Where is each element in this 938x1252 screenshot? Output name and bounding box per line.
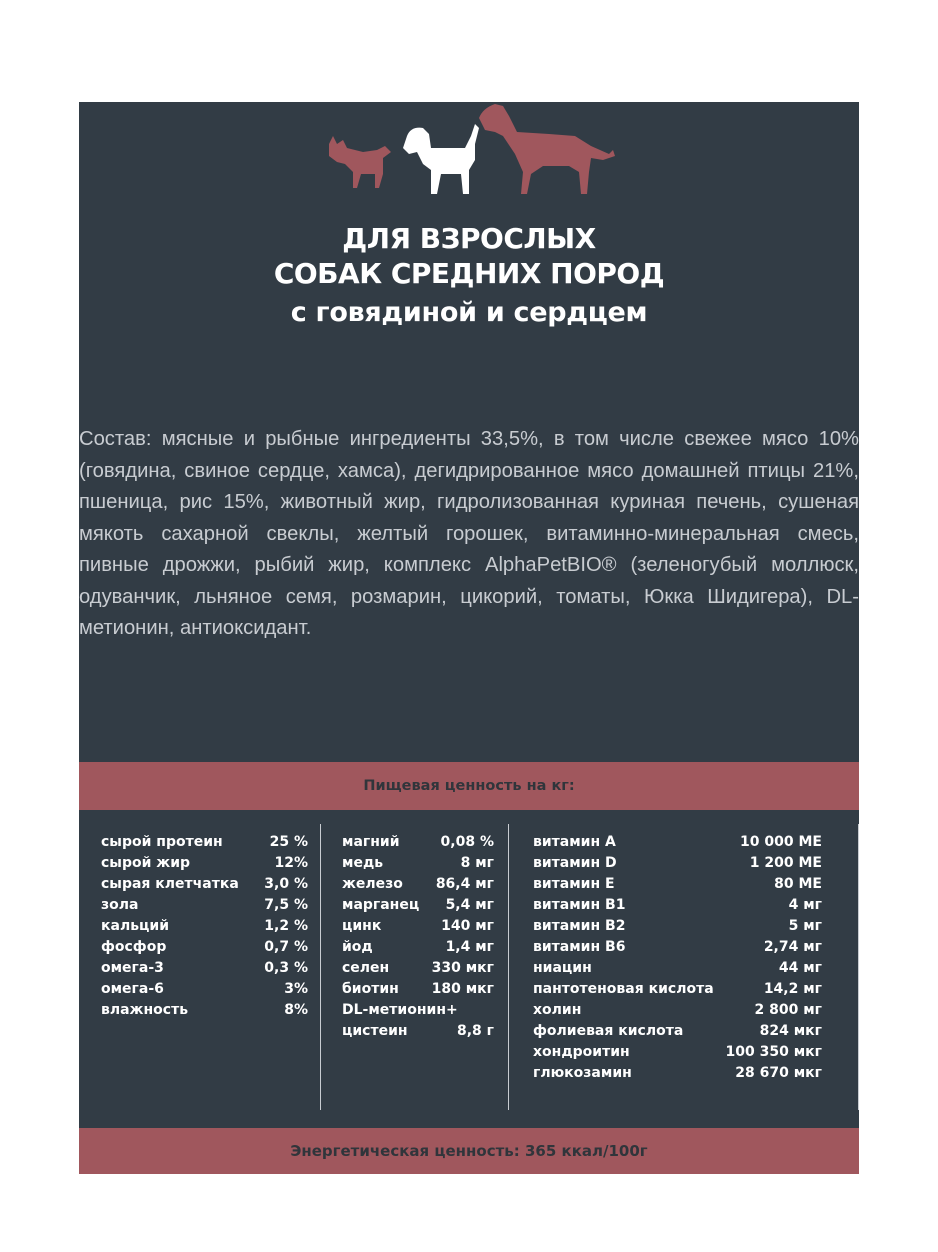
energy-value: Энергетическая ценность: 365 ккал/100г xyxy=(79,1128,859,1174)
nutrition-column-right xyxy=(513,824,859,1110)
nutrition-row xyxy=(513,897,858,918)
nutrient-value: 0,7 % xyxy=(264,939,308,955)
nutrition-row xyxy=(323,1023,508,1044)
nutrition-row xyxy=(323,834,508,855)
nutrient-value: 7,5 % xyxy=(264,897,308,913)
nutrient-value: 3,0 % xyxy=(264,876,308,892)
nutrient-value: 3% xyxy=(284,981,308,997)
title-line-1: ДЛЯ ВЗРОСЛЫХ xyxy=(342,222,596,255)
nutrient-value: 14,2 мг xyxy=(763,981,822,997)
nutrient-value: 8 мг xyxy=(460,855,494,871)
nutrition-row xyxy=(79,897,320,918)
nutrition-row xyxy=(513,918,858,939)
nutrient-name: витамин D xyxy=(533,855,617,871)
nutrient-name: медь xyxy=(342,855,384,871)
nutrient-name: витамин В1 xyxy=(533,897,626,913)
nutrient-value: 1,2 % xyxy=(264,918,308,934)
nutrition-row xyxy=(513,876,858,897)
nutrition-row xyxy=(323,876,508,897)
nutrient-value: 180 мкг xyxy=(431,981,494,997)
title-line-3: с говядиной и сердцем xyxy=(290,297,648,328)
nutrient-name: фосфор xyxy=(101,939,167,955)
nutrient-value: 2 800 мг xyxy=(754,1002,822,1018)
medium-dog-icon xyxy=(403,124,479,194)
nutrient-name: биотин xyxy=(342,981,399,997)
nutrient-name: витамин Е xyxy=(533,876,615,892)
nutrient-value: 0,08 % xyxy=(440,834,494,850)
nutrient-value: 80 МЕ xyxy=(774,876,822,892)
nutrient-name: холин xyxy=(533,1002,582,1018)
nutrient-name: цистеин xyxy=(342,1023,408,1039)
nutrient-value: 86,4 мг xyxy=(435,876,494,892)
nutrition-row xyxy=(323,855,508,876)
nutrition-row xyxy=(79,855,320,876)
nutrient-value: 824 мкг xyxy=(759,1023,822,1039)
nutrient-name: омега-3 xyxy=(101,960,164,976)
nutrition-row xyxy=(79,834,320,855)
nutrient-name: цинк xyxy=(342,918,382,934)
nutrient-name: йод xyxy=(342,939,373,955)
nutrient-value: 8% xyxy=(284,1002,308,1018)
nutrient-name: магний xyxy=(342,834,400,850)
nutrient-value: 330 мкг xyxy=(431,960,494,976)
nutrient-name: сырой жир xyxy=(101,855,191,871)
nutrient-name: кальций xyxy=(101,918,170,934)
nutrition-row xyxy=(323,1002,508,1023)
dog-sizes-illustration xyxy=(319,102,619,200)
nutrient-name: хондроитин xyxy=(533,1044,630,1060)
nutrient-name: сырой протеин xyxy=(101,834,223,850)
nutrient-name: зола xyxy=(101,897,139,913)
nutrient-name: пантотеновая кислота xyxy=(533,981,714,997)
nutrition-row xyxy=(79,939,320,960)
nutrient-value: 28 670 мкг xyxy=(735,1065,822,1081)
large-dog-icon xyxy=(479,104,615,194)
nutrient-name: DL-метионин+ xyxy=(342,1002,458,1018)
nutrition-column-left xyxy=(79,824,321,1110)
nutrient-name: витамин А xyxy=(533,834,616,850)
nutrient-name: ниацин xyxy=(533,960,592,976)
nutrient-value: 1 200 МЕ xyxy=(749,855,822,871)
nutrition-row xyxy=(323,960,508,981)
small-dog-icon xyxy=(329,136,391,188)
nutrition-row xyxy=(513,1065,858,1086)
nutrient-value: 44 мг xyxy=(778,960,822,976)
nutrient-name: фолиевая кислота xyxy=(533,1023,684,1039)
nutrition-row xyxy=(513,1023,858,1044)
nutrition-row xyxy=(79,1002,320,1023)
nutrient-value: 5,4 мг xyxy=(445,897,494,913)
nutrient-name: омега-6 xyxy=(101,981,164,997)
nutrition-row xyxy=(513,834,858,855)
nutrition-row xyxy=(513,960,858,981)
nutrient-name: витамин В6 xyxy=(533,939,626,955)
nutrition-column-middle xyxy=(323,824,509,1110)
nutrient-name: марганец xyxy=(342,897,420,913)
nutrition-row xyxy=(79,960,320,981)
nutrient-name: витамин В2 xyxy=(533,918,626,934)
nutrition-row xyxy=(323,918,508,939)
nutrition-row xyxy=(323,939,508,960)
nutrition-row xyxy=(513,1044,858,1065)
nutrient-name: сырая клетчатка xyxy=(101,876,239,892)
nutrient-name: глюкозамин xyxy=(533,1065,632,1081)
nutrition-row xyxy=(323,981,508,1002)
nutrient-value: 10 000 МЕ xyxy=(740,834,822,850)
nutrition-row xyxy=(513,855,858,876)
nutrient-value: 1,4 мг xyxy=(445,939,494,955)
nutrition-row xyxy=(513,1002,858,1023)
title-line-2: СОБАК СРЕДНИХ ПОРОД xyxy=(273,257,665,290)
nutrition-row xyxy=(513,939,858,960)
nutrition-row xyxy=(79,918,320,939)
nutrition-row xyxy=(513,981,858,1002)
nutrient-value: 4 мг xyxy=(788,897,822,913)
nutrient-value: 5 мг xyxy=(788,918,822,934)
nutrient-name: влажность xyxy=(101,1002,189,1018)
nutrient-name: селен xyxy=(342,960,390,976)
product-panel xyxy=(79,102,859,1174)
nutrient-value: 0,3 % xyxy=(264,960,308,976)
nutrition-header: Пищевая ценность на кг: xyxy=(79,762,859,810)
nutrition-row xyxy=(79,876,320,897)
nutrition-row xyxy=(79,981,320,1002)
nutrient-value: 100 350 мкг xyxy=(725,1044,822,1060)
composition-text: Состав: мясные и рыбные ингредиенты 33,5%, в том числе свежее мясо 10% (говядина, свиное сердце, хамса), дегидрированное мясо домашней птицы 21%, пшеница, рис 15%, животный жир, гидролизованная куриная печень, сушеная мякоть сахарной свеклы, желтый горошек, витаминно-минеральная смесь, пивные дрожжи, рыбий жир, комплекс AlphaPetBIO® (зеленогубый моллюск, одуванчик, льняное семя, розмарин, цикорий, томаты, Юкка Шидигера), DL-метионин, антиоксидант. xyxy=(79,428,859,639)
nutrition-row xyxy=(323,897,508,918)
nutrient-value: 8,8 г xyxy=(457,1023,494,1039)
nutrient-value: 12% xyxy=(274,855,308,871)
nutrient-value: 25 % xyxy=(269,834,308,850)
nutrient-name: железо xyxy=(342,876,403,892)
nutrient-value: 2,74 мг xyxy=(763,939,822,955)
nutrient-value: 140 мг xyxy=(441,918,494,934)
